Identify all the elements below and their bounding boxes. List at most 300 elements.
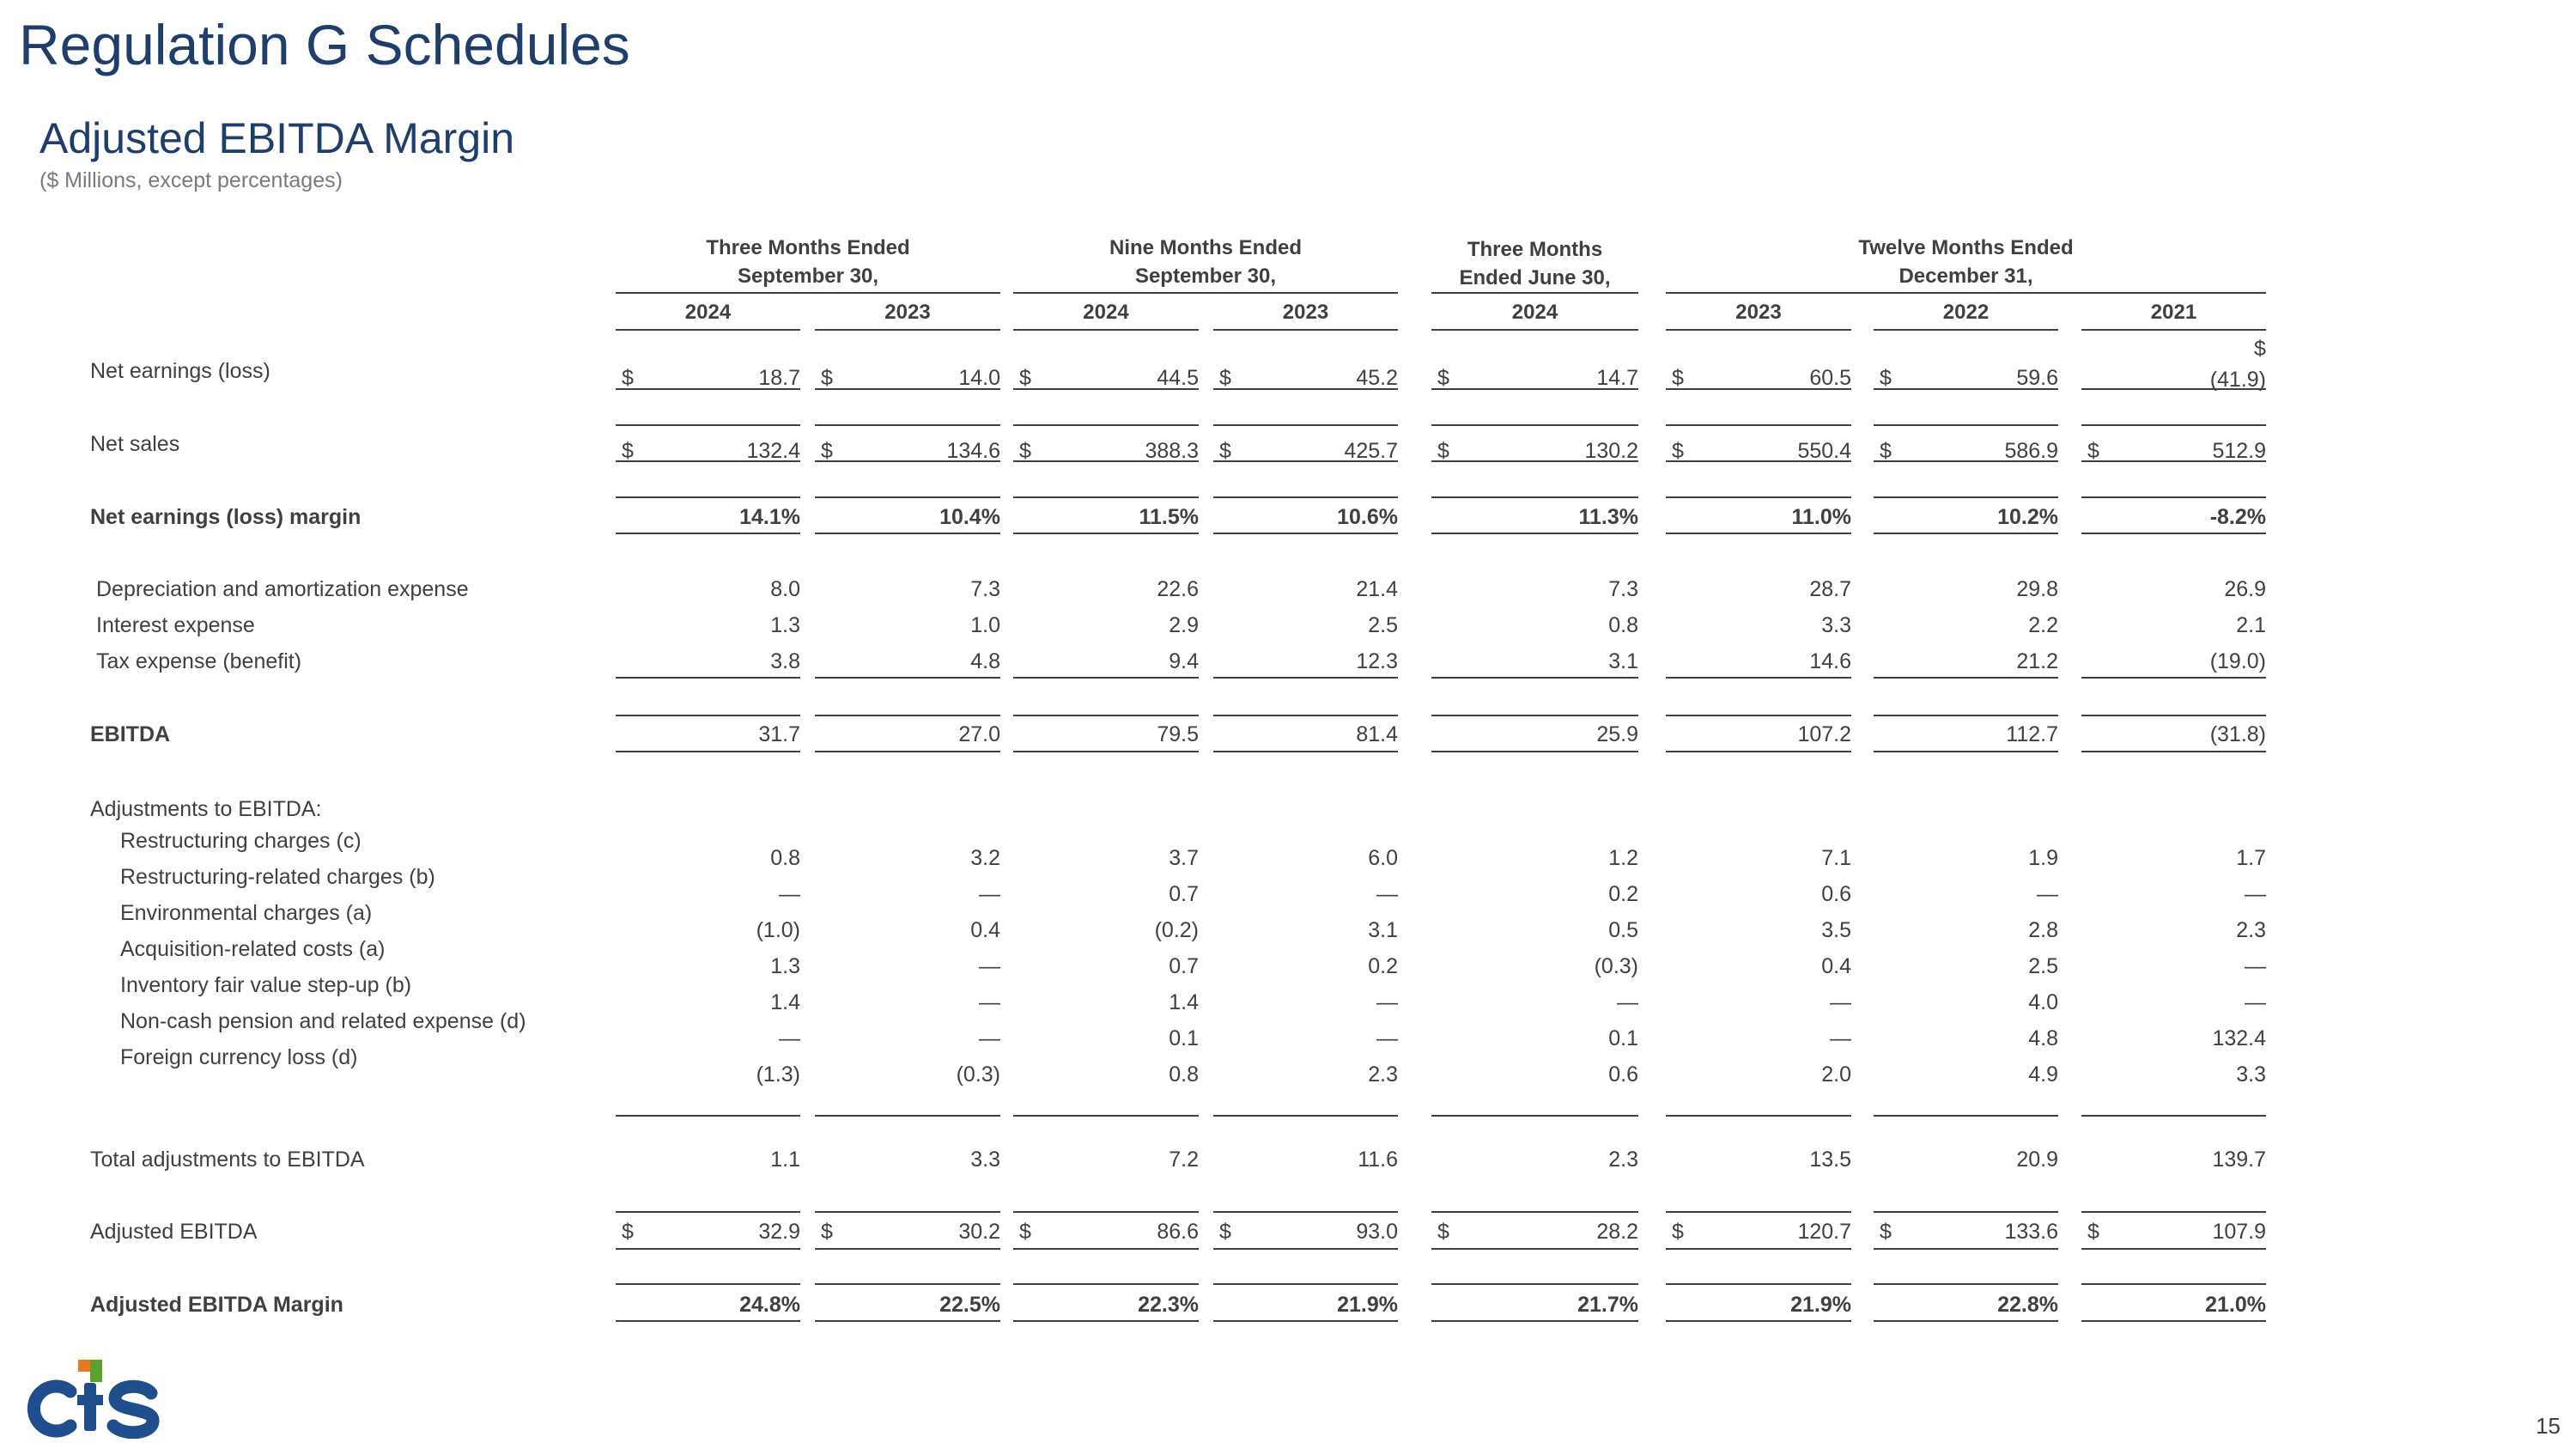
cell-value: (0.2) bbox=[1154, 918, 1199, 942]
cell-value: 93.0 bbox=[1356, 1220, 1398, 1244]
cell-value: 2.3 bbox=[1608, 1148, 1638, 1172]
cell-value: 133.6 bbox=[2004, 1220, 2058, 1244]
dollar-sign: $ bbox=[2087, 1220, 2099, 1244]
cell-value: 2.2 bbox=[2028, 613, 2058, 637]
rule-line bbox=[1213, 1248, 1398, 1250]
column-group-header bbox=[1013, 234, 1398, 290]
rule-line bbox=[1431, 388, 1638, 390]
cell-value: 24.8% bbox=[739, 1293, 800, 1317]
cell-value: 0.6 bbox=[1821, 882, 1851, 906]
rule-line bbox=[2081, 1248, 2266, 1250]
cell-value: 26.9 bbox=[2224, 577, 2266, 601]
rule-line bbox=[815, 533, 1000, 534]
rule-line bbox=[2081, 1115, 2266, 1117]
rule-line bbox=[1874, 715, 2058, 716]
rule-line bbox=[1431, 460, 1638, 462]
rule-line bbox=[1874, 751, 2058, 752]
cell-value: 10.4% bbox=[939, 505, 1000, 529]
column-group-header bbox=[1431, 235, 1638, 292]
cell-value: 2.1 bbox=[2236, 613, 2266, 637]
cell-value: — bbox=[2245, 990, 2266, 1014]
dollar-sign: $ bbox=[1219, 366, 1231, 390]
rule-line bbox=[616, 1283, 800, 1285]
rule-line bbox=[1874, 1320, 2058, 1322]
cell-value: 0.8 bbox=[770, 846, 800, 870]
row-label: Acquisition-related costs (a) bbox=[120, 937, 386, 961]
cell-value: 28.2 bbox=[1596, 1220, 1638, 1244]
cell-value: 1.9 bbox=[2028, 846, 2058, 870]
row-label: Adjusted EBITDA Margin bbox=[90, 1293, 343, 1317]
rule-line bbox=[1666, 496, 1851, 498]
cell-value: 3.3 bbox=[2236, 1062, 2266, 1087]
rule-line bbox=[1874, 1211, 2058, 1213]
page-title: Regulation G Schedules bbox=[19, 13, 630, 76]
dollar-sign: $ bbox=[1437, 366, 1449, 390]
rule-line bbox=[1013, 292, 1398, 294]
cell-value: 11.3% bbox=[1578, 505, 1638, 529]
rule-line bbox=[616, 533, 800, 534]
cell-value: 2.8 bbox=[2028, 918, 2058, 942]
rule-line bbox=[1013, 1211, 1199, 1213]
cell-value: 18.7 bbox=[758, 366, 800, 390]
dollar-sign: $ bbox=[1019, 439, 1031, 463]
row-label: Total adjustments to EBITDA bbox=[90, 1148, 365, 1172]
cell-value: (0.3) bbox=[956, 1062, 1000, 1087]
cell-value: — bbox=[1376, 990, 1398, 1014]
year-header: 2021 bbox=[2150, 301, 2197, 324]
rule-line bbox=[1431, 292, 1638, 294]
rule-line bbox=[1213, 496, 1398, 498]
cell-value: 59.6 bbox=[2016, 366, 2058, 390]
rule-line bbox=[1431, 496, 1638, 498]
rule-line bbox=[2081, 496, 2266, 498]
cell-value: 25.9 bbox=[1596, 722, 1638, 746]
cell-value: — bbox=[1617, 990, 1638, 1014]
rule-line bbox=[1013, 460, 1199, 462]
rule-line bbox=[1013, 751, 1199, 752]
rule-line bbox=[815, 1115, 1000, 1117]
row-label: Net sales bbox=[90, 432, 180, 456]
rule-line bbox=[815, 677, 1000, 679]
row-label: Environmental charges (a) bbox=[120, 901, 373, 925]
cell-value: 4.8 bbox=[2028, 1026, 2058, 1050]
rule-line bbox=[1013, 1115, 1199, 1117]
rule-line bbox=[2081, 1211, 2266, 1213]
cell-value: — bbox=[979, 954, 1000, 978]
rule-line bbox=[1874, 496, 2058, 498]
rule-line bbox=[1666, 388, 1851, 390]
rule-line bbox=[815, 1320, 1000, 1322]
year-header: 2023 bbox=[1735, 301, 1782, 324]
cell-value: 11.5% bbox=[1139, 505, 1199, 529]
year-header: 2024 bbox=[1083, 301, 1129, 324]
rule-line bbox=[1666, 292, 2266, 294]
rule-line bbox=[616, 388, 800, 390]
cell-value: — bbox=[779, 882, 800, 906]
row-label: Net earnings (loss) bbox=[90, 359, 270, 383]
cell-value: 21.9% bbox=[1337, 1293, 1398, 1317]
rule-line bbox=[1666, 1115, 1851, 1117]
cell-value: 13.5 bbox=[1809, 1148, 1851, 1172]
cell-value: (31.8) bbox=[2209, 722, 2266, 746]
cell-value: 21.9% bbox=[1790, 1293, 1851, 1317]
rule-line bbox=[1431, 1248, 1638, 1250]
cell-value: 3.2 bbox=[970, 846, 1000, 870]
rule-line bbox=[1013, 715, 1199, 716]
cell-value: -8.2% bbox=[2209, 505, 2266, 529]
cell-value: 4.9 bbox=[2028, 1062, 2058, 1087]
dollar-sign: $ bbox=[1880, 1220, 1892, 1244]
cell-value: 32.9 bbox=[758, 1220, 800, 1244]
cell-value: 7.3 bbox=[1608, 577, 1638, 601]
cell-value: — bbox=[779, 1026, 800, 1050]
cell-value: 30.2 bbox=[958, 1220, 1000, 1244]
rule-line bbox=[815, 496, 1000, 498]
rule-line bbox=[1213, 329, 1398, 331]
cell-value: 2.5 bbox=[2028, 954, 2058, 978]
rule-line bbox=[2081, 751, 2266, 752]
cell-value: 1.4 bbox=[1169, 990, 1199, 1014]
cell-value: 79.5 bbox=[1157, 722, 1199, 746]
cell-value: 107.2 bbox=[1797, 722, 1851, 746]
dollar-sign: $ bbox=[622, 439, 634, 463]
cell-value: 1.3 bbox=[770, 613, 800, 637]
row-label: Net earnings (loss) margin bbox=[90, 505, 361, 529]
cell-value: 3.3 bbox=[970, 1148, 1000, 1172]
cell-value: 0.4 bbox=[970, 918, 1000, 942]
row-label: Adjusted EBITDA bbox=[90, 1220, 258, 1244]
row-label: Tax expense (benefit) bbox=[96, 649, 302, 673]
cell-value: 0.5 bbox=[1608, 918, 1638, 942]
rule-line bbox=[1013, 1283, 1199, 1285]
rule-line bbox=[616, 1211, 800, 1213]
rule-line bbox=[1431, 1115, 1638, 1117]
rule-line bbox=[1666, 533, 1851, 534]
rule-line bbox=[1874, 329, 2058, 331]
rule-line bbox=[1431, 715, 1638, 716]
rule-line bbox=[1874, 388, 2058, 390]
cell-value: 0.7 bbox=[1169, 882, 1199, 906]
year-header: 2022 bbox=[1942, 301, 1990, 324]
rule-line bbox=[1013, 1248, 1199, 1250]
units-note: ($ Millions, except percentages) bbox=[39, 168, 343, 192]
row-label: Restructuring-related charges (b) bbox=[120, 865, 435, 889]
dollar-sign: $ bbox=[1019, 366, 1031, 390]
cell-value: 45.2 bbox=[1356, 366, 1398, 390]
cell-value: 0.6 bbox=[1608, 1062, 1638, 1087]
cell-value: 3.3 bbox=[1821, 613, 1851, 637]
cell-value: — bbox=[1830, 990, 1851, 1014]
dollar-sign: $ bbox=[1672, 366, 1684, 390]
cell-value: 10.2% bbox=[1997, 505, 2058, 529]
rule-line bbox=[1666, 751, 1851, 752]
group-header-line2: September 30, bbox=[1134, 265, 1277, 288]
row-label: Foreign currency loss (d) bbox=[120, 1045, 358, 1069]
cell-value: (1.3) bbox=[756, 1062, 800, 1087]
rule-line bbox=[616, 292, 1000, 294]
cell-value: — bbox=[979, 882, 1000, 906]
rule-line bbox=[1431, 1320, 1638, 1322]
row-label: Restructuring charges (c) bbox=[120, 829, 361, 853]
rule-line bbox=[1213, 1115, 1398, 1117]
cell-value: 12.3 bbox=[1356, 649, 1398, 673]
cell-value: 20.9 bbox=[2016, 1148, 2058, 1172]
row-label: Non-cash pension and related expense (d) bbox=[120, 1009, 526, 1033]
cell-value: 134.6 bbox=[946, 439, 1000, 463]
rule-line bbox=[815, 1248, 1000, 1250]
row-label: Adjustments to EBITDA: bbox=[90, 797, 322, 821]
cell-value: 9.4 bbox=[1169, 649, 1199, 673]
dollar-sign: $ bbox=[1672, 1220, 1684, 1244]
cell-value: 22.8% bbox=[1997, 1293, 2058, 1317]
cell-value: 14.1% bbox=[739, 505, 800, 529]
rule-line bbox=[616, 329, 800, 331]
cell-value: 586.9 bbox=[2004, 439, 2058, 463]
cell-value: 1.4 bbox=[770, 990, 800, 1014]
rule-line bbox=[1213, 715, 1398, 716]
row-label: Depreciation and amortization expense bbox=[96, 577, 469, 601]
dollar-sign: $ bbox=[2254, 337, 2266, 361]
rule-line bbox=[2081, 1320, 2266, 1322]
dollar-sign: $ bbox=[1219, 1220, 1231, 1244]
cell-value: 2.9 bbox=[1169, 613, 1199, 637]
cell-value: 0.4 bbox=[1821, 954, 1851, 978]
rule-line bbox=[1013, 329, 1199, 331]
rule-line bbox=[1666, 424, 1851, 426]
cell-value: 112.7 bbox=[2006, 722, 2058, 746]
rule-line bbox=[1213, 677, 1398, 679]
rule-line bbox=[1666, 1211, 1851, 1213]
cell-value: 60.5 bbox=[1809, 366, 1851, 390]
cell-value: 139.7 bbox=[2212, 1148, 2266, 1172]
rule-line bbox=[1013, 1320, 1199, 1322]
rule-line bbox=[616, 496, 800, 498]
cell-value: 2.3 bbox=[1368, 1062, 1398, 1087]
cell-value: 1.7 bbox=[2236, 846, 2266, 870]
rule-line bbox=[2081, 388, 2266, 390]
rule-line bbox=[1213, 751, 1398, 752]
page-number: 15 bbox=[2536, 1413, 2561, 1439]
cell-value: 0.8 bbox=[1608, 613, 1638, 637]
group-header-line1: Three Months bbox=[1467, 238, 1603, 261]
cell-value: 10.6% bbox=[1337, 505, 1398, 529]
rule-line bbox=[1431, 533, 1638, 534]
cell-value: — bbox=[1376, 1026, 1398, 1050]
cell-value: 86.6 bbox=[1157, 1220, 1199, 1244]
cell-value: 22.6 bbox=[1157, 577, 1199, 601]
rule-line bbox=[1874, 1248, 2058, 1250]
rule-line bbox=[815, 460, 1000, 462]
rule-line bbox=[1013, 424, 1199, 426]
cell-value: 27.0 bbox=[958, 722, 1000, 746]
rule-line bbox=[1013, 388, 1199, 390]
group-header-line1: Twelve Months Ended bbox=[1858, 236, 2074, 259]
rule-line bbox=[815, 388, 1000, 390]
rule-line bbox=[1666, 1320, 1851, 1322]
cell-value: — bbox=[979, 1026, 1000, 1050]
cell-value: 22.3% bbox=[1138, 1293, 1199, 1317]
cell-value: 14.0 bbox=[958, 366, 1000, 390]
rule-line bbox=[616, 1320, 800, 1322]
rule-line bbox=[2081, 424, 2266, 426]
rule-line bbox=[1431, 677, 1638, 679]
cts-logo bbox=[14, 1357, 160, 1439]
rule-line bbox=[1013, 533, 1199, 534]
cell-value: 21.7% bbox=[1577, 1293, 1638, 1317]
rule-line bbox=[815, 1283, 1000, 1285]
rule-line bbox=[1431, 751, 1638, 752]
cell-value: — bbox=[2245, 882, 2266, 906]
cell-value: 2.0 bbox=[1821, 1062, 1851, 1087]
cell-value: 132.4 bbox=[2212, 1026, 2266, 1050]
dollar-sign: $ bbox=[622, 366, 634, 390]
rule-line bbox=[1874, 1115, 2058, 1117]
dollar-sign: $ bbox=[1219, 439, 1231, 463]
cell-value: — bbox=[1830, 1026, 1851, 1050]
cell-value: — bbox=[979, 990, 1000, 1014]
cell-value: 7.2 bbox=[1169, 1148, 1199, 1172]
rule-line bbox=[1013, 496, 1199, 498]
cell-value: 28.7 bbox=[1809, 577, 1851, 601]
section-subtitle: Adjusted EBITDA Margin bbox=[39, 114, 515, 162]
rule-line bbox=[1874, 533, 2058, 534]
cell-value: 0.1 bbox=[1608, 1026, 1638, 1050]
cell-value: 0.7 bbox=[1169, 954, 1199, 978]
rule-line bbox=[616, 424, 800, 426]
cell-value: — bbox=[2245, 954, 2266, 978]
cell-value: 14.6 bbox=[1809, 649, 1851, 673]
cell-value: 81.4 bbox=[1356, 722, 1398, 746]
group-header-line1: Three Months Ended bbox=[706, 236, 910, 259]
rule-line bbox=[616, 677, 800, 679]
cell-value: 21.0% bbox=[2205, 1293, 2266, 1317]
rule-line bbox=[1213, 388, 1398, 390]
dollar-sign: $ bbox=[821, 366, 833, 390]
cell-value: 7.3 bbox=[970, 577, 1000, 601]
year-header: 2023 bbox=[1282, 301, 1329, 324]
cell-value: 3.7 bbox=[1169, 846, 1199, 870]
rule-line bbox=[1666, 460, 1851, 462]
rule-line bbox=[1666, 329, 1851, 331]
dollar-sign: $ bbox=[1437, 439, 1449, 463]
year-header: 2023 bbox=[884, 301, 931, 324]
column-group-header bbox=[616, 234, 1000, 290]
cell-value: 1.2 bbox=[1608, 846, 1638, 870]
cell-value: 3.1 bbox=[1608, 649, 1638, 673]
rule-line bbox=[2081, 1283, 2266, 1285]
rule-line bbox=[2081, 677, 2266, 679]
cell-value: 0.2 bbox=[1608, 882, 1638, 906]
cell-value: 21.4 bbox=[1356, 577, 1398, 601]
cell-value: 132.4 bbox=[746, 439, 800, 463]
rule-line bbox=[1874, 424, 2058, 426]
cell-value: 8.0 bbox=[770, 577, 800, 601]
rule-line bbox=[815, 715, 1000, 716]
dollar-sign: $ bbox=[1437, 1220, 1449, 1244]
rule-line bbox=[616, 460, 800, 462]
cell-value: (0.3) bbox=[1594, 954, 1638, 978]
dollar-sign: $ bbox=[821, 1220, 833, 1244]
cell-value: 1.1 bbox=[770, 1148, 800, 1172]
rule-line bbox=[1666, 677, 1851, 679]
rule-line bbox=[2081, 460, 2266, 462]
rule-line bbox=[1213, 533, 1398, 534]
cell-value: 120.7 bbox=[1797, 1220, 1851, 1244]
cell-value: 0.2 bbox=[1368, 954, 1398, 978]
rule-line bbox=[1666, 1248, 1851, 1250]
cell-value: 2.3 bbox=[2236, 918, 2266, 942]
rule-line bbox=[1213, 1283, 1398, 1285]
group-header-line1: Nine Months Ended bbox=[1109, 236, 1302, 259]
cell-value: 550.4 bbox=[1797, 439, 1851, 463]
rule-line bbox=[2081, 533, 2266, 534]
rule-line bbox=[1213, 1320, 1398, 1322]
cell-value: 4.0 bbox=[2028, 990, 2058, 1014]
rule-line bbox=[616, 715, 800, 716]
cell-value: (19.0) bbox=[2209, 649, 2266, 673]
rule-line bbox=[1431, 424, 1638, 426]
dollar-sign: $ bbox=[821, 439, 833, 463]
row-label: Interest expense bbox=[96, 613, 255, 637]
rule-line bbox=[815, 751, 1000, 752]
cell-value: 4.8 bbox=[970, 649, 1000, 673]
rule-line bbox=[1874, 677, 2058, 679]
dollar-sign: $ bbox=[1672, 439, 1684, 463]
cell-value: 3.8 bbox=[770, 649, 800, 673]
dollar-sign: $ bbox=[1880, 366, 1892, 390]
cell-value: 107.9 bbox=[2212, 1220, 2266, 1244]
rule-line bbox=[616, 751, 800, 752]
cell-value: — bbox=[1376, 882, 1398, 906]
cell-value: 1.0 bbox=[970, 613, 1000, 637]
rule-line bbox=[1666, 1283, 1851, 1285]
cell-value: (1.0) bbox=[756, 918, 800, 942]
rule-line bbox=[815, 424, 1000, 426]
rule-line bbox=[1213, 1211, 1398, 1213]
rule-line bbox=[1013, 677, 1199, 679]
cell-value: 512.9 bbox=[2212, 439, 2266, 463]
cell-value: 3.5 bbox=[1821, 918, 1851, 942]
cell-value: 2.5 bbox=[1368, 613, 1398, 637]
cell-value: 21.2 bbox=[2016, 649, 2058, 673]
rule-line bbox=[2081, 715, 2266, 716]
rule-line bbox=[815, 1211, 1000, 1213]
rule-line bbox=[2081, 329, 2266, 331]
group-header-line2: December 31, bbox=[1899, 265, 2033, 288]
rule-line bbox=[616, 1115, 800, 1117]
cell-value: (41.9) bbox=[2209, 368, 2266, 392]
rule-line bbox=[1431, 329, 1638, 331]
rule-line bbox=[1666, 715, 1851, 716]
cell-value: 0.8 bbox=[1169, 1062, 1199, 1087]
rule-line bbox=[1874, 460, 2058, 462]
rule-line bbox=[1874, 1283, 2058, 1285]
cell-value: 130.2 bbox=[1584, 439, 1638, 463]
row-label: Inventory fair value step-up (b) bbox=[120, 973, 412, 997]
column-group-header bbox=[1666, 234, 2266, 290]
cell-value: 3.1 bbox=[1368, 918, 1398, 942]
dollar-sign: $ bbox=[2087, 439, 2099, 463]
rule-line bbox=[1213, 460, 1398, 462]
cell-value: 425.7 bbox=[1344, 439, 1398, 463]
group-header-line2: Ended June 30, bbox=[1459, 266, 1611, 289]
rule-line bbox=[815, 329, 1000, 331]
cell-value: 7.1 bbox=[1821, 846, 1851, 870]
cell-value: 0.1 bbox=[1169, 1026, 1199, 1050]
cell-value: 6.0 bbox=[1368, 846, 1398, 870]
cell-value: 44.5 bbox=[1157, 366, 1199, 390]
cell-value: 11.0% bbox=[1791, 505, 1851, 529]
